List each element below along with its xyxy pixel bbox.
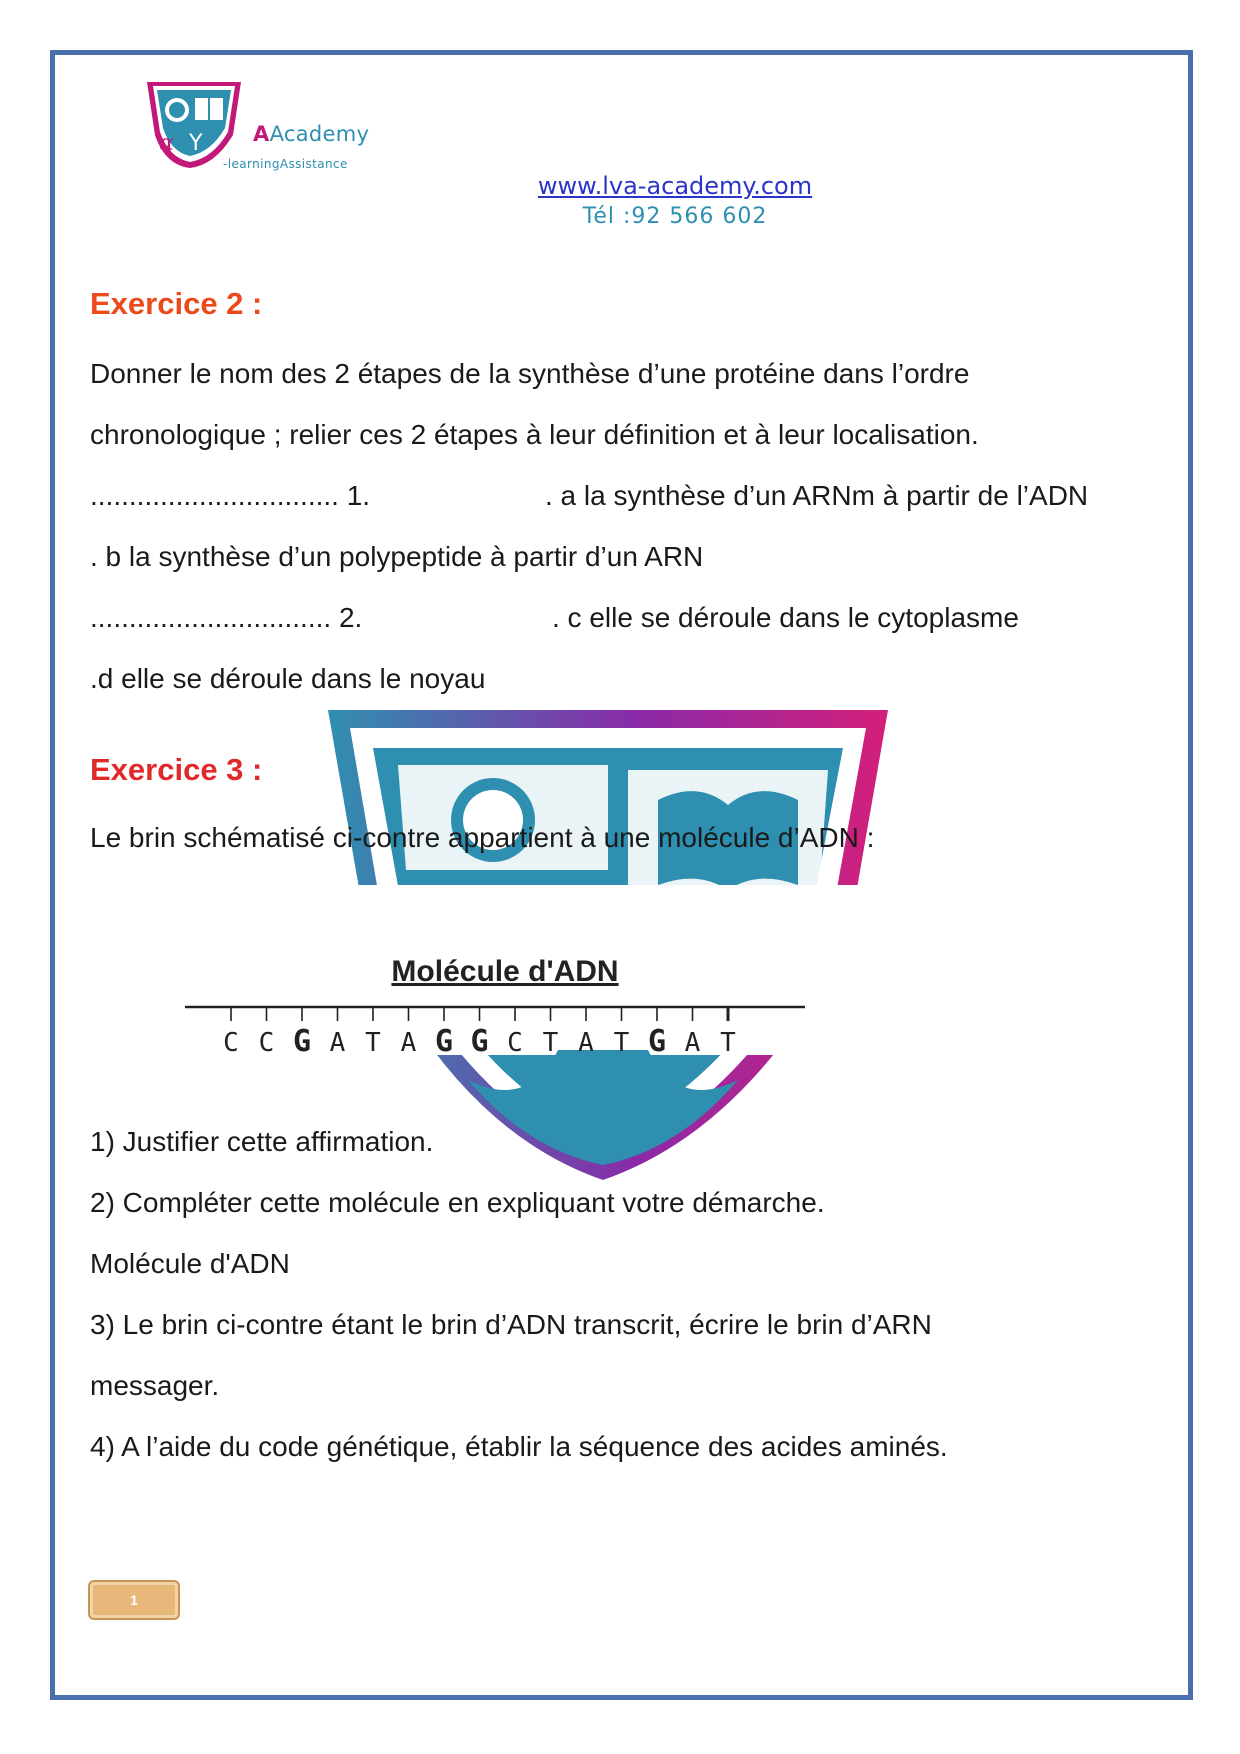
dna-base: A bbox=[400, 1028, 417, 1058]
watermark-shield-icon bbox=[328, 710, 888, 1180]
question-3-line1: 3) Le brin ci-contre étant le brin d’ADN transcrit, écrire le brin d’ARN bbox=[90, 1309, 932, 1340]
logo-wordmark bbox=[253, 122, 369, 146]
phone-number: Tél :92 566 602 bbox=[582, 204, 768, 229]
question-4: 4) A l’aide du code génétique, établir la séquence des acides aminés. bbox=[90, 1431, 948, 1462]
page-number: 1 bbox=[88, 1580, 180, 1620]
option-b: . b la synthèse d’un polypeptide à partir d’un ARN bbox=[90, 541, 704, 572]
dna-diagram-title: Molécule d'ADN bbox=[391, 955, 619, 988]
dna-base: A bbox=[684, 1028, 701, 1058]
website-link[interactable]: www.lva-academy.com bbox=[537, 172, 813, 200]
dna-base: A bbox=[329, 1028, 346, 1058]
dna-base: C bbox=[258, 1028, 275, 1058]
dna-base: G bbox=[434, 1024, 454, 1059]
option-d: .d elle se déroule dans le noyau bbox=[90, 663, 486, 694]
option-c: . c elle se déroule dans le cytoplasme bbox=[552, 602, 1019, 633]
question-3-line2: messager. bbox=[90, 1370, 220, 1401]
dna-base: T bbox=[365, 1028, 381, 1058]
dna-base: G bbox=[292, 1024, 312, 1059]
answer-blank-1: ................................ 1. bbox=[90, 480, 371, 511]
exercise2-question-line1: Donner le nom des 2 étapes de la synthèse d’une protéine dans l’ordre bbox=[90, 358, 970, 389]
dna-strand bbox=[185, 955, 815, 1075]
dna-base: C bbox=[507, 1028, 523, 1058]
exercise3-title: Exercice 3 : bbox=[90, 752, 263, 787]
dna-base: T bbox=[613, 1028, 630, 1058]
dna-base: T bbox=[542, 1028, 559, 1058]
academy-logo bbox=[145, 80, 370, 180]
exercise3-intro: Le brin schématisé ci-contre appartient à une molécule d’ADN : bbox=[90, 822, 875, 853]
svg-text:α: α bbox=[159, 131, 174, 156]
dna-diagram bbox=[185, 955, 815, 1075]
dna-base: G bbox=[647, 1024, 667, 1059]
exercise2-title: Exercice 2 : bbox=[90, 286, 263, 321]
molecule-label: Molécule d'ADN bbox=[90, 1248, 290, 1279]
option-a: . a la synthèse d’un ARNm à partir de l’ADN bbox=[545, 480, 1089, 511]
exercise2-question-line2: chronologique ; relier ces 2 étapes à leur définition et à leur localisation. bbox=[90, 419, 979, 450]
dna-base: A bbox=[578, 1028, 594, 1058]
answer-blank-2: ............................... 2. bbox=[90, 602, 363, 633]
dna-base: T bbox=[720, 1028, 736, 1058]
question-2: 2) Compléter cette molécule en expliquant votre démarche. bbox=[90, 1187, 825, 1218]
logo-name: Academy bbox=[269, 122, 370, 146]
logo-initial: A bbox=[253, 122, 270, 146]
dna-base: C bbox=[223, 1028, 239, 1058]
svg-text:Y: Y bbox=[189, 131, 203, 156]
logo-tagline: -learningAssistance bbox=[223, 157, 348, 171]
dna-base: G bbox=[470, 1024, 489, 1059]
question-1: 1) Justifier cette affirmation. bbox=[90, 1126, 434, 1157]
